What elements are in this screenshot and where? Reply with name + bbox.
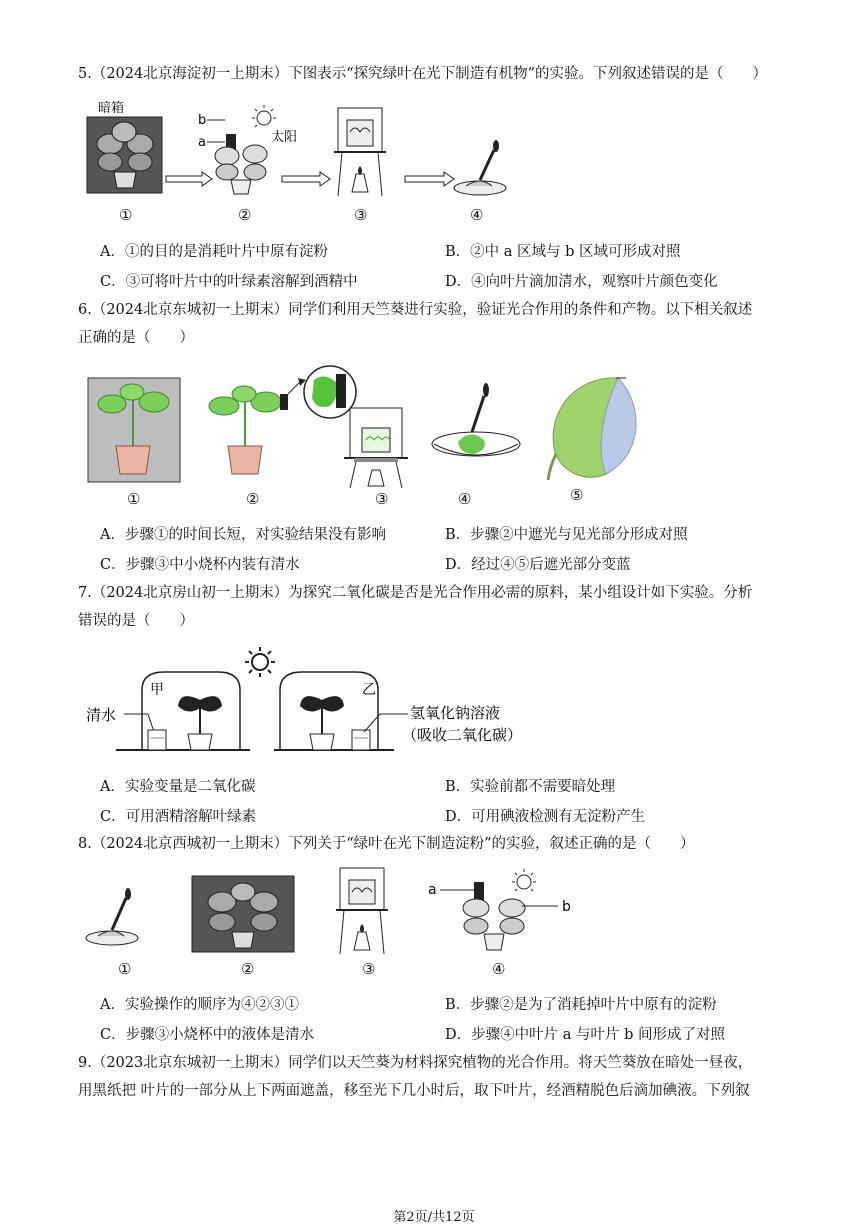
q6-option-d[interactable]: D．经过④⑤后遮光部分变蓝 bbox=[445, 557, 631, 573]
q5-step-1: ① bbox=[119, 206, 133, 224]
svg-text:氢氧化钠溶液: 氢氧化钠溶液 bbox=[410, 704, 501, 722]
svg-text:b: b bbox=[198, 113, 207, 128]
svg-text:乙: 乙 bbox=[362, 682, 376, 698]
q5-water-bath-icon bbox=[334, 108, 386, 196]
page-footer: 第2页/共12页 bbox=[393, 1210, 475, 1225]
q7-option-d[interactable]: D．可用碘液检测有无淀粉产生 bbox=[445, 809, 646, 825]
svg-text:清水: 清水 bbox=[86, 706, 117, 724]
q8-step-4: ④ bbox=[492, 960, 506, 978]
q8-step-2: ② bbox=[241, 960, 255, 978]
q6-step-5: ⑤ bbox=[570, 486, 584, 504]
q8-stem: 8.（2024北京西城初一上期末）下列关于“绿叶在光下制造淀粉”的实验，叙述正确的是（ ） bbox=[78, 836, 695, 852]
q7-plant-yi-icon bbox=[300, 696, 344, 750]
q6-stained-leaf-icon bbox=[548, 378, 636, 480]
q5-option-d[interactable]: D．④向叶片滴加清水，观察叶片颜色变化 bbox=[445, 274, 718, 290]
q6-step-2: ② bbox=[246, 490, 260, 508]
q5-stem: 5.（2024北京海淀初一上期末）下图表示“探究绿叶在光下制造有机物”的实验。下列叙述错误的是（ ） bbox=[78, 66, 768, 82]
q8-option-d[interactable]: D．步骤④中叶片 a 与叶片 b 间形成了对照 bbox=[445, 1027, 725, 1043]
q8-option-c[interactable]: C．步骤③小烧杯中的液体是清水 bbox=[100, 1027, 315, 1043]
q8-step-3: ③ bbox=[362, 960, 376, 978]
q7-figure bbox=[84, 644, 544, 758]
q6-option-c[interactable]: C．步骤③中小烧杯内装有清水 bbox=[100, 557, 300, 573]
q7-plant-jia-icon bbox=[178, 696, 222, 750]
q5-option-b[interactable]: B．②中 a 区域与 b 区域可形成对照 bbox=[445, 244, 681, 260]
q6-step-3: ③ bbox=[375, 490, 389, 508]
q5-dish-dropper-icon bbox=[454, 140, 506, 195]
q6-figure bbox=[86, 362, 646, 494]
q6-plant-covered-icon bbox=[209, 378, 306, 474]
q7-stem-line1: 7.（2024北京房山初一上期末）为探究二氧化碳是否是光合作用必需的原料，某小组设计如下实验。分析 bbox=[78, 585, 753, 601]
q6-water-bath-icon bbox=[344, 408, 408, 488]
q5-figure bbox=[80, 96, 520, 208]
q8-figure bbox=[82, 866, 582, 962]
q5-plant-light-icon bbox=[215, 145, 267, 194]
q6-dish-dropper-icon bbox=[432, 383, 520, 456]
q8-sun-icon bbox=[512, 869, 536, 891]
svg-text:b: b bbox=[562, 899, 571, 915]
q6-step-4: ④ bbox=[458, 490, 472, 508]
q5-step-3: ③ bbox=[354, 206, 368, 224]
q8-plant-light-icon bbox=[463, 899, 525, 950]
q7-sun-icon bbox=[245, 647, 275, 677]
q6-option-a[interactable]: A．步骤①的时间长短，对实验结果没有影响 bbox=[100, 527, 386, 543]
q5-dark-box-label: 暗箱 bbox=[98, 101, 125, 116]
q5-step-2: ② bbox=[238, 206, 252, 224]
q5-option-c[interactable]: C．③可将叶片中的叶绿素溶解到酒精中 bbox=[100, 274, 358, 290]
q5-step-4: ④ bbox=[470, 206, 484, 224]
q6-stem-line2: 正确的是（ ） bbox=[78, 330, 194, 346]
svg-text:太阳: 太阳 bbox=[271, 130, 298, 145]
svg-text:a: a bbox=[428, 882, 437, 898]
q8-water-bath-icon bbox=[336, 868, 388, 954]
svg-text:甲: 甲 bbox=[150, 682, 164, 698]
q8-option-b[interactable]: B．步骤②是为了消耗掉叶片中原有的淀粉 bbox=[445, 997, 717, 1013]
q7-option-a[interactable]: A．实验变量是二氧化碳 bbox=[100, 779, 256, 795]
q6-step-1: ① bbox=[127, 490, 141, 508]
q6-stem-line1: 6.（2024北京东城初一上期末）同学们利用天竺葵进行实验，验证光合作用的条件和产物。以下相关叙述 bbox=[78, 302, 753, 318]
svg-text:（吸收二氧化碳）: （吸收二氧化碳） bbox=[402, 726, 523, 744]
q8-step-1: ① bbox=[118, 960, 132, 978]
q9-stem-line2: 用黑纸把 叶片的一部分从上下两面遮盖，移至光下几小时后，取下叶片，经酒精脱色后滴加碘液。下列叙 bbox=[78, 1083, 750, 1099]
q9-stem-line1: 9.（2023北京东城初一上期末）同学们以天竺葵为材料探究植物的光合作用。将天竺葵放在暗处一昼夜， bbox=[78, 1055, 753, 1071]
svg-text:a: a bbox=[198, 135, 206, 150]
q8-option-a[interactable]: A．实验操作的顺序为④②③① bbox=[100, 997, 299, 1013]
q7-option-b[interactable]: B．实验前都不需要暗处理 bbox=[445, 779, 616, 795]
q6-option-b[interactable]: B．步骤②中遮光与见光部分形成对照 bbox=[445, 527, 688, 543]
q6-magnified-leaf-icon bbox=[304, 366, 356, 418]
q7-stem-line2: 错误的是（ ） bbox=[78, 613, 194, 629]
q5-option-a[interactable]: A．①的目的是消耗叶片中原有淀粉 bbox=[100, 244, 328, 260]
q5-sun-icon bbox=[252, 105, 276, 127]
q7-option-c[interactable]: C．可用酒精溶解叶绿素 bbox=[100, 809, 257, 825]
q8-dish-dropper-icon bbox=[86, 888, 138, 945]
